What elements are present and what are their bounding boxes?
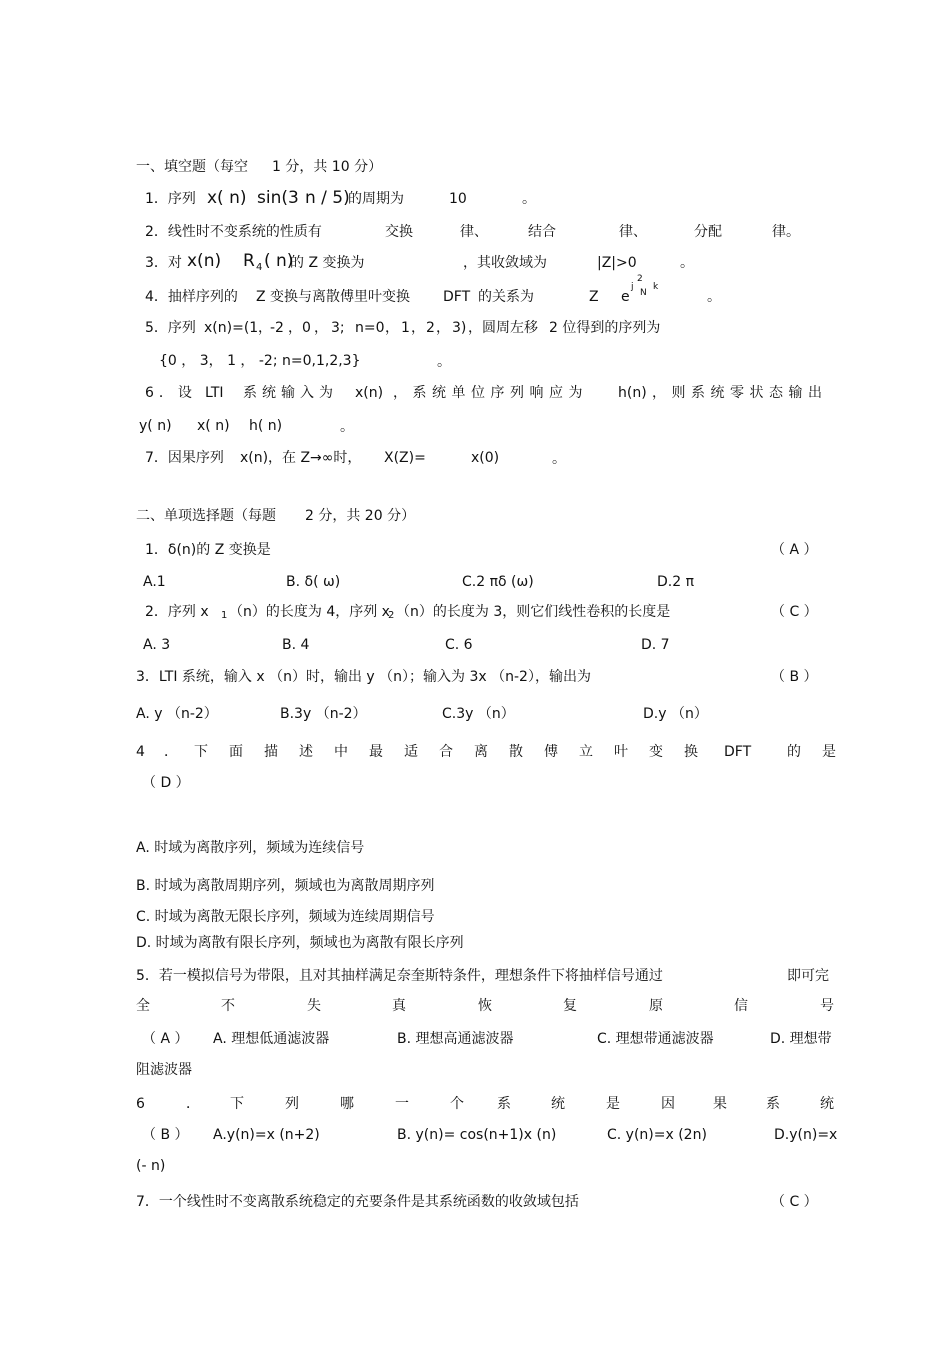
mc-q4-c16: 换 (684, 744, 698, 760)
mc-q5-c5: 复 (563, 998, 577, 1014)
fill-q3-f: ，其收敛域为 (463, 255, 547, 271)
mc-q6-option-b: B. y(n)= cos(n+1)x (n) (397, 1127, 557, 1143)
mc-q6-answer: （ B ） (142, 1127, 189, 1143)
fill-q6-a: 6．设 (145, 385, 197, 401)
fill-q2-a: 2．线性时不变系统的性质有 (145, 224, 322, 240)
fill-q4-sup-n: N (640, 288, 647, 298)
mc-q1-answer: （ A ） (771, 542, 818, 558)
fill-q6-end: 。 (340, 419, 354, 435)
fill-q5-a: 5．序列 (145, 320, 196, 336)
mc-q6-c12: 系 (766, 1096, 780, 1112)
fill-q5-g: ， (314, 320, 328, 336)
mc-q4-c11: 散 (509, 744, 523, 760)
mc-q6-c6: 个 (450, 1096, 464, 1112)
fill-q6-answer-h: h( n) (249, 418, 283, 434)
mc-q5-c6: 原 (649, 998, 663, 1014)
mc-q3-stem: 3．LTI 系统，输入 x （n）时，输出 y （n）；输入为 3x （n-2），输出为 (136, 669, 591, 685)
fill-q5-l: ， (411, 320, 425, 336)
fill-q5-f: 0 (302, 320, 311, 336)
mc-q5-c0: 全 (136, 998, 150, 1014)
mc-q4-option-b: B. 时域为离散周期序列，频域也为离散周期序列 (136, 878, 435, 894)
section1-title-b: 1 分，共 10 分） (272, 159, 383, 175)
fill-q4-b: Z 变换与离散傅里叶变换 (256, 289, 411, 305)
mc-q4-c10: 离 (474, 744, 488, 760)
mc-q1-option-c: C.2 πδ (ω) (462, 574, 534, 590)
fill-q6-e: ，系统单位序列响应为 (393, 385, 588, 401)
mc-q4-option-d: D. 时域为离散有限长序列，频域也为离散有限长序列 (136, 935, 464, 951)
fill-q5-c: ， (258, 320, 272, 336)
mc-q6-c4: 哪 (340, 1096, 354, 1112)
fill-q1-d: n / 5) (305, 188, 350, 208)
fill-q3-a: 3．对 (145, 255, 182, 271)
mc-q5-option-a: A. 理想低通滤波器 (213, 1031, 330, 1047)
fill-q1-end: 。 (522, 191, 536, 207)
mc-q4-c18: 的 (787, 744, 801, 760)
mc-q5-c3: 真 (392, 998, 406, 1014)
mc-q4-c9: 合 (439, 744, 453, 760)
mc-q5-c8: 号 (820, 998, 834, 1014)
mc-q1-option-b: B. δ( ω) (286, 574, 341, 590)
fill-q6-b: LTI (205, 385, 224, 401)
fill-q1-answer: 10 (449, 191, 467, 207)
fill-q3-d: ( n) (264, 251, 294, 271)
mc-q5-option-b: B. 理想高通滤波器 (397, 1031, 514, 1047)
fill-q6-g: ，则系统零状态输出 (652, 385, 828, 401)
mc-q5-tail: 即可完 (787, 968, 829, 984)
fill-q5-e: ， (288, 320, 302, 336)
fill-q7-c: ，在 Z→∞时， (268, 450, 362, 466)
fill-q5-o: 3) (452, 320, 467, 336)
mc-q2-sub2: 2 (388, 610, 395, 621)
mc-q4-c17: DFT (724, 744, 752, 760)
mc-q5-c7: 信 (734, 998, 748, 1014)
fill-q3-answer: |Z|>0 (597, 255, 637, 271)
mc-q4-c7: 最 (369, 744, 383, 760)
fill-q5-m: 2 (426, 320, 435, 336)
fill-q3-c: R (243, 251, 255, 271)
mc-q4-c8: 适 (404, 744, 418, 760)
mc-q4-c0: 4 (136, 744, 145, 760)
mc-q6-c10: 因 (661, 1096, 675, 1112)
mc-q2-answer: （ C ） (771, 604, 818, 620)
mc-q3-answer: （ B ） (771, 669, 818, 685)
mc-q6-c11: 果 (713, 1096, 727, 1112)
fill-q2-c3: 律。 (772, 224, 800, 240)
mc-q6-option-c: C. y(n)=x (2n) (607, 1127, 707, 1143)
mc-q4-c1: ． (164, 744, 178, 760)
fill-q4-a: 4．抽样序列的 (145, 289, 238, 305)
fill-q5-q: 2 位得到的序列为 (549, 320, 661, 336)
mc-q6-option-a: A.y(n)=x (n+2) (213, 1127, 320, 1143)
mc-q5-option-c: C. 理想带通滤波器 (597, 1031, 714, 1047)
fill-q1-a: 1．序列 (145, 191, 196, 207)
fill-q5-h: 3; (331, 320, 345, 336)
fill-q2-c2: 律、 (619, 224, 647, 240)
fill-q4-z: Z (589, 289, 599, 305)
section1-title: 一、填空题（每空 (136, 159, 248, 175)
mc-q6-c1: ． (186, 1096, 200, 1112)
fill-q5-j: ， (385, 320, 399, 336)
mc-q4-c13: 立 (579, 744, 593, 760)
mc-q6-c2: 下 (230, 1096, 244, 1112)
fill-q5-answer: {0 ， 3， 1 ， -2; n=0,1,2,3} (159, 353, 361, 369)
fill-q7-answer: x(0) (471, 450, 500, 466)
mc-q5-option-d-wrap: 阻滤波器 (136, 1062, 192, 1078)
fill-q7-a: 7．因果序列 (145, 450, 224, 466)
fill-q2-answer2: 结合 (528, 224, 556, 240)
mc-q5-stem: 5．若一模拟信号为带限，且对其抽样满足奈奎斯特条件，理想条件下将抽样信号通过 (136, 968, 663, 984)
fill-q4-end: 。 (707, 289, 721, 305)
fill-q5-k: 1 (401, 320, 410, 336)
mc-q4-c5: 述 (299, 744, 313, 760)
mc-q2-option-a: A. 3 (143, 637, 171, 653)
fill-q6-c: 系统输入为 (243, 385, 338, 401)
fill-q1-c: sin(3 (257, 188, 299, 208)
fill-q1-b: x( n) (207, 188, 247, 208)
fill-q3-c-sub: 4 (256, 262, 263, 273)
fill-q4-sup-k: k (653, 282, 659, 292)
mc-q2-a: 2．序列 x (145, 604, 209, 620)
mc-q4-c3: 面 (229, 744, 243, 760)
fill-q4-c: DFT (443, 289, 471, 305)
mc-q6-c7: 系 (497, 1096, 511, 1112)
mc-q3-option-a: A. y （n-2） (136, 706, 218, 722)
mc-q5-answer: （ A ） (142, 1031, 189, 1047)
section2-title-b: 2 分，共 20 分） (305, 508, 416, 524)
mc-q5-c4: 恢 (478, 998, 492, 1014)
fill-q5-n: ， (436, 320, 450, 336)
mc-q2-c: （n）的长度为 3，则它们线性卷积的长度是 (396, 604, 671, 620)
mc-q2-b: （n）的长度为 4，序列 x (229, 604, 390, 620)
mc-q3-option-c: C.3y （n） (442, 706, 515, 722)
mc-q6-option-d-wrap: (- n) (136, 1158, 166, 1174)
mc-q2-sub1: 1 (221, 610, 228, 621)
fill-q1-e: 的周期为 (348, 191, 404, 207)
mc-q1-option-d: D.2 π (657, 574, 695, 590)
mc-q4-c12: 傅 (544, 744, 558, 760)
mc-q4-option-c: C. 时域为离散无限长序列，频域为连续周期信号 (136, 909, 435, 925)
fill-q6-answer-x: x( n) (197, 418, 230, 434)
fill-q5-b: x(n)=(1 (204, 320, 259, 336)
mc-q7-stem: 7．一个线性时不变离散系统稳定的充要条件是其系统函数的收敛域包括 (136, 1194, 579, 1210)
fill-q6-f: h(n) (618, 385, 647, 401)
section2-title: 二、单项选择题（每题 (136, 508, 276, 524)
mc-q1-stem: 1．δ(n)的 Z 变换是 (145, 542, 271, 558)
fill-q4-sup-2: 2 (637, 274, 643, 284)
mc-q4-c19: 是 (822, 744, 836, 760)
mc-q1-option-a: A.1 (143, 574, 166, 590)
fill-q2-c1: 律、 (460, 224, 488, 240)
mc-q4-c2: 下 (194, 744, 208, 760)
mc-q6-c9: 是 (606, 1096, 620, 1112)
mc-q6-c5: 一 (395, 1096, 409, 1112)
fill-q3-b: x(n) (187, 251, 222, 271)
fill-q2-answer1: 交换 (385, 224, 413, 240)
fill-q4-sup-j: j (631, 282, 634, 292)
fill-q6-d: x(n) (355, 385, 384, 401)
mc-q6-option-d: D.y(n)=x (774, 1127, 838, 1143)
fill-q5-d: -2 (270, 320, 284, 336)
mc-q2-option-d: D. 7 (641, 637, 670, 653)
fill-q6-answer-y: y( n) (139, 418, 172, 434)
fill-q7-d: X(Z)= (384, 450, 426, 466)
fill-q5-i: n=0 (355, 320, 385, 336)
mc-q4-c4: 描 (264, 744, 278, 760)
fill-q4-e: e (621, 289, 630, 305)
mc-q5-c1: 不 (221, 998, 235, 1014)
mc-q4-c14: 叶 (614, 744, 628, 760)
mc-q6-c3: 列 (285, 1096, 299, 1112)
fill-q3-e: 的 Z 变换为 (290, 255, 365, 271)
mc-q3-option-b: B.3y （n-2） (280, 706, 367, 722)
mc-q5-c2: 失 (307, 998, 321, 1014)
mc-q3-option-d: D.y （n） (643, 706, 708, 722)
fill-q3-end: 。 (680, 255, 694, 271)
mc-q2-option-c: C. 6 (445, 637, 473, 653)
fill-q4-d: 的关系为 (478, 289, 534, 305)
mc-q2-option-b: B. 4 (282, 637, 310, 653)
mc-q4-option-a: A. 时域为离散序列，频域为连续信号 (136, 840, 365, 856)
mc-q4-c6: 中 (334, 744, 348, 760)
fill-q5-p: ，圆周左移 (468, 320, 538, 336)
fill-q7-b: x(n) (240, 450, 269, 466)
fill-q7-end: 。 (552, 451, 566, 467)
mc-q5-option-d: D. 理想带 (770, 1031, 832, 1047)
fill-q2-answer3: 分配 (694, 224, 722, 240)
fill-q5-end: 。 (437, 354, 451, 370)
mc-q4-answer: （ D ） (142, 775, 190, 791)
mc-q7-answer: （ C ） (771, 1194, 818, 1210)
mc-q6-c8: 统 (551, 1096, 565, 1112)
mc-q6-c0: 6 (136, 1096, 145, 1112)
mc-q6-c13: 统 (820, 1096, 834, 1112)
mc-q4-c15: 变 (649, 744, 663, 760)
